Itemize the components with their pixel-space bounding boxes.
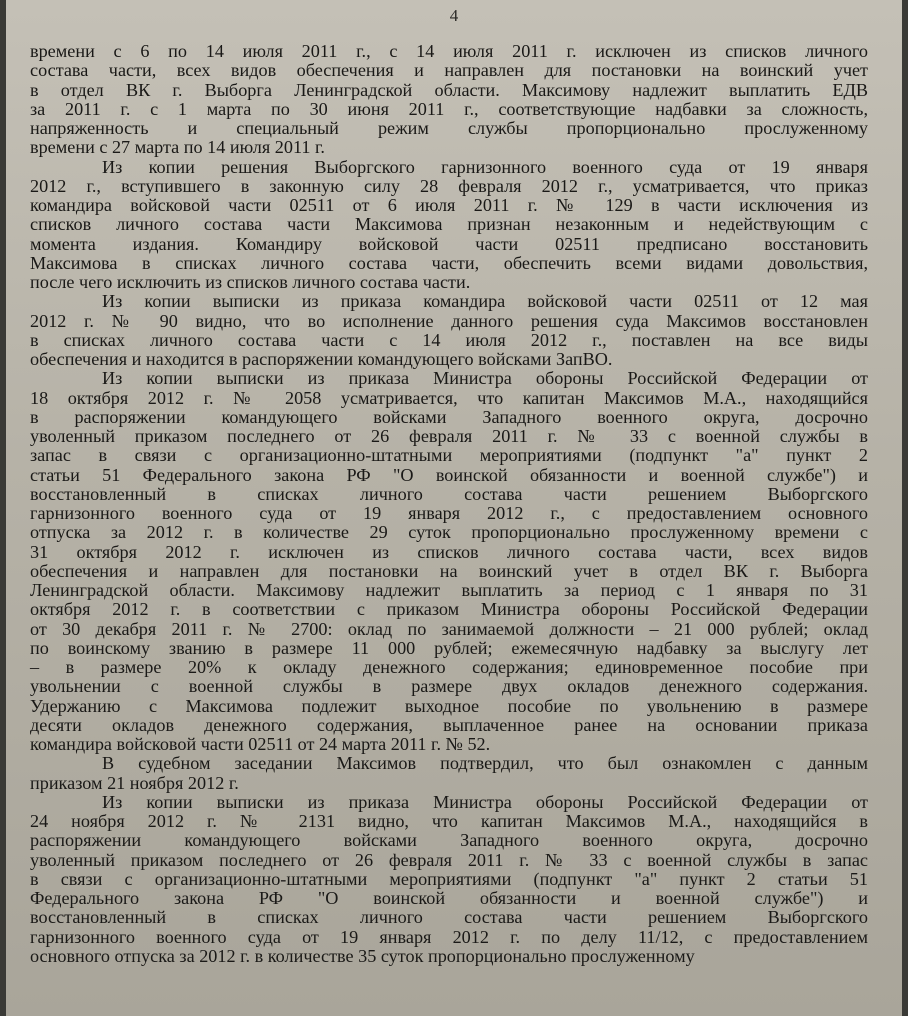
paragraph [30,369,868,754]
paragraph [30,292,868,369]
text-line: Ленинградской области. Максимову надлежит выплатить за период с 1 января по 31 [30,580,868,600]
text-line: времени с 27 марта по 14 июля 2011 г. [30,137,325,158]
text-line: отпуска за 2012 г. в количестве 29 суток пропорционально прослуженному времени с [30,522,868,543]
text-line: В судебном заседании Максимов подтвердил, что был ознакомлен с данным [102,753,868,774]
text-line: 31 октября 2012 г. исключен из списков личного состава части, всех видов [30,541,868,562]
text-line: по воинскому званию в размере 11 000 рублей; ежемесячную надбавку за выслугу лет [30,637,868,658]
page-number: 4 [449,6,459,25]
text-line: октября 2012 г. в соответствии с приказом Министра обороны Российской Федерации [30,599,868,620]
text-line: списков личного состава части Максимова признан незаконным и недействующим с [30,214,868,235]
text-line: состава части, всех видов обеспечения и направлен для постановки на воинский учет [30,60,868,81]
document-body [30,42,868,966]
text-line: гарнизонного военного суда от 19 января 2012 г. по делу 11/12, с предоставлением [30,926,868,947]
text-line: распоряжении командующего войсками Западного военного округа, досрочно [30,830,868,851]
text-line: 18 октября 2012 г. № 2058 усматривается, что капитан Максимов М.А., находящийся [30,387,868,408]
document-page [6,0,902,1016]
text-line: приказом 21 ноября 2012 г. [30,772,239,793]
text-line: момента издания. Командиру войсковой части 02511 предписано восстановить [30,233,868,254]
paragraph [30,754,868,793]
text-line: в распоряжении командующего войсками Западного военного округа, досрочно [30,406,868,427]
text-line: 2012 г., вступившего в законную силу 28 февраля 2012 г., усматривается, что приказ [30,175,868,196]
text-line: командира войсковой части 02511 от 6 июля 2011 г. № 129 в части исключения из [30,195,868,215]
text-line: уволенный приказом последнего от 26 февраля 2011 г. № 33 с военной службы в запас [30,849,868,870]
text-line: десяти окладов денежного содержания, выплаченное ранее на основании приказа [30,714,868,735]
text-line: основного отпуска за 2012 г. в количестве 35 суток пропорционально прослуженному [30,945,695,966]
paragraph [30,42,868,158]
text-line: 24 ноября 2012 г. № 2131 видно, что капитан Максимов М.А., находящийся в [30,811,868,831]
text-line: запас в связи с организационно-штатными мероприятиями (подпункт "а" пункт 2 [30,445,868,466]
text-line: Из копии выписки из приказа Министра обороны Российской Федерации от [102,791,868,812]
text-line: Удержанию с Максимова подлежит выходное пособие по увольнению в размере [30,695,868,716]
text-line: в списках личного состава части с 14 июля 2012 г., поставлен на все виды [30,329,868,350]
paragraph [30,158,868,293]
text-line: Из копии выписки из приказа Министра обороны Российской Федерации от [102,368,868,389]
text-line: статьи 51 Федерального закона РФ "О воинской обязанности и военной службе") и [30,464,868,485]
text-line: напряженность и специальный режим службы пропорционально прослуженному [30,118,868,138]
text-line: за 2011 г. с 1 марта по 30 июня 2011 г., соответствующие надбавки за сложность, [30,98,868,119]
text-line: гарнизонного военного суда от 19 января 2012 г., с предоставлением основного [30,503,868,523]
text-line: обеспечения и направлен для постановки на воинский учет в отдел ВК г. Выборга [30,560,868,581]
text-line: – в размере 20% к окладу денежного содержания; единовременное пособие при [30,657,868,677]
paragraph [30,793,868,966]
text-line: после чего исключить из списков личного состава части. [30,272,471,292]
text-line: восстановленный в списках личного состава части решением Выборгского [30,483,868,504]
text-line: от 30 декабря 2011 г. № 2700: оклад по занимаемой должности – 21 000 рублей; оклад [30,618,868,639]
text-line: уволенный приказом последнего от 26 февраля 2011 г. № 33 с военной службы в [30,426,868,446]
text-line: времени с 6 по 14 июля 2011 г., с 14 июля 2011 г. исключен из списков личного [30,41,868,61]
text-line: 2012 г. № 90 видно, что во исполнение данного решения суда Максимов восстановлен [30,310,868,331]
text-line: Из копии выписки из приказа командира войсковой части 02511 от 12 мая [102,291,868,312]
text-line: в отдел ВК г. Выборга Ленинградской области. Максимову надлежит выплатить ЕДВ [30,79,868,100]
text-line: Максимова в списках личного состава части, обеспечить всеми видами довольствия, [30,252,868,273]
text-line: обеспечения и находится в распоряжении командующего войсками ЗапВО. [30,349,613,369]
text-line: командира войсковой части 02511 от 24 марта 2011 г. № 52. [30,734,491,754]
text-line: увольнении с военной службы в размере двух окладов денежного содержания. [30,676,868,697]
text-line: Из копии решения Выборгского гарнизонного военного суда от 19 января [102,156,868,177]
text-line: Федерального закона РФ "О воинской обязанности и военной службе") и [30,888,868,908]
text-line: в связи с организационно-штатными мероприятиями (подпункт "а" пункт 2 статьи 51 [30,868,868,889]
text-line: восстановленный в списках личного состава части решением Выборгского [30,907,868,928]
